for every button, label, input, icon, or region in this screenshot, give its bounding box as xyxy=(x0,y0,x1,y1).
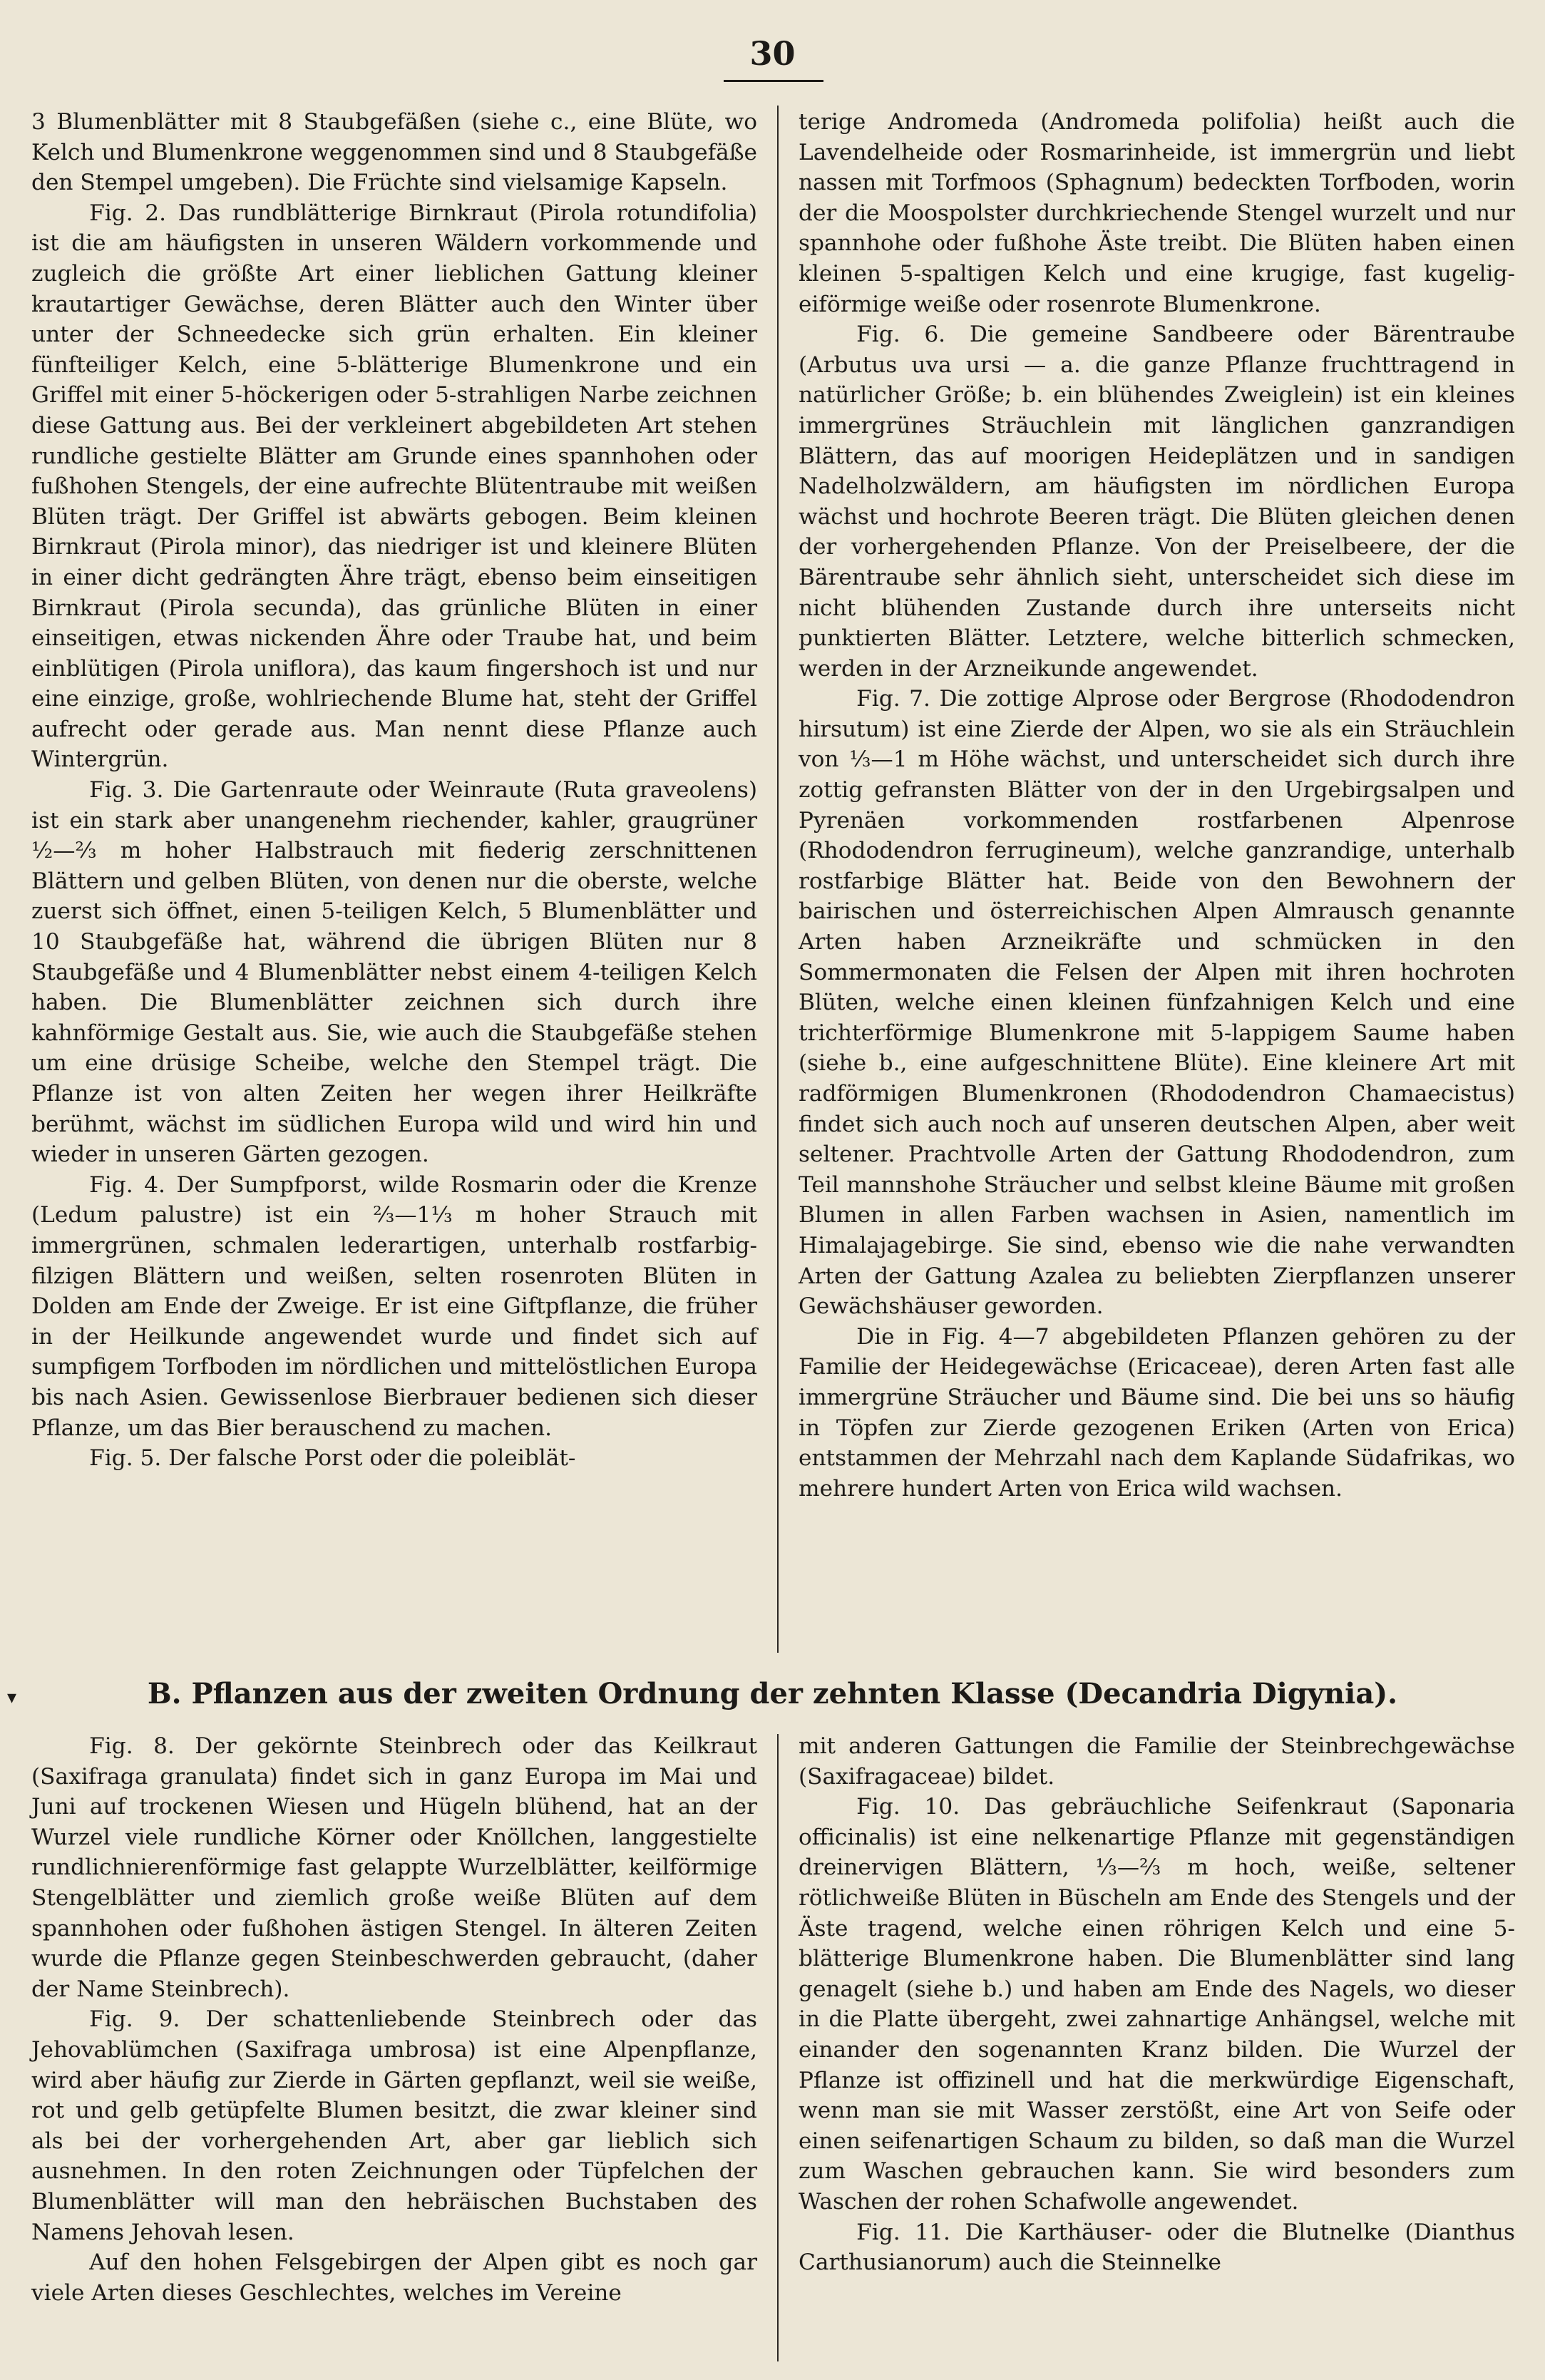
paragraph: terige Andromeda (Andromeda polifolia) heißt auch die Lavendelheide oder Rosmarinheide, ist immergrün und liebt nassen mit Torfmoos (Sphagnum) bedeckten Torfboden, worin der die Moospolster durchkriechende Stengel wurzelt und nur spannhohe oder fußhohe Äste treibt. Die Blüten haben einen kleinen 5-spaltigen Kelch und eine krugige, fast kugelig-eiförmige weiße oder rosenrote Blumenkrone. xyxy=(799,109,1515,317)
paragraph: Fig. 5. Der falsche Porst oder die poleiblät- xyxy=(89,1445,576,1472)
paragraph: Fig. 7. Die zottige Alprose oder Bergrose (Rhododendron hirsutum) ist eine Zierde der Alpen, wo sie als ein Sträuchlein von ⅓—1 m Höhe wächst, und unterscheidet sich durch ihre zottig gefransten Blätter von der in den Urgebirgsalpen und Pyrenäen vorkommenden rostfarbenen Alpenrose (Rhododendron ferrugineum), welche ganzrandige, unterhalb rostfarbige Blätter hat. Beide von den Bewohnern der bairischen und österreichischen Alpen Almrausch genannte Arten haben Arzneikräfte und schmücken in den Sommermonaten die Felsen der Alpen mit ihren hochroten Blüten, welche einen kleinen fünfzahnigen Kelch und eine trichterförmige Blumenkrone mit 5-lappigem Saume haben (siehe b., eine aufgeschnittene Blüte). Eine kleinere Art mit radförmigen Blumenkronen (Rhododendron Chamaecistus) findet sich auch noch auf unseren deutschen Alpen, aber weit seltener. Prachtvolle Arten der Gattung Rhododendron, zum Teil mannshohe Sträucher und selbst kleine Bäume mit großen Blumen in allen Farben wachsen in Asien, namentlich im Himalajagebirge. Sie sind, ebenso wie die nahe verwandten Arten der Gattung Azalea zu beliebten Zierpflanzen unserer Gewächshäuser geworden. xyxy=(799,686,1515,1320)
paragraph: Fig. 4. Der Sumpfporst, wilde Rosmarin oder die Krenze (Ledum palustre) ist ein ⅔—1⅓ m hoher Strauch mit immergrünen, schmalen lederartigen, unterhalb rostfarbig-filzigen Blättern und weißen, selten rosenroten Blüten in Dolden am Ende der Zweige. Er ist eine Giftpflanze, die früher in der Heilkunde angewendet wurde und findet sich auf sumpfigem Torfboden im nördlichen und mittelöstlichen Europa bis nach Asien. Gewissenlose Bierbrauer bedienen sich dieser Pflanze, um das Bier berauschend zu machen. xyxy=(31,1171,757,1441)
column-right-bottom xyxy=(799,1731,1515,2278)
column-left-bottom xyxy=(31,1731,757,2308)
paragraph: mit anderen Gattungen die Familie der Steinbrechgewächse (Saxifragaceae) bildet. xyxy=(799,1733,1515,1790)
page-number-rule xyxy=(724,80,823,82)
page-number: 30 xyxy=(749,34,796,73)
section-heading: B. Pflanzen aus der zweiten Ordnung der zehnten Klasse (Decandria Digynia). xyxy=(147,1677,1398,1710)
column-left-top xyxy=(31,107,757,1474)
column-divider xyxy=(777,1734,779,2361)
column-right-top xyxy=(799,107,1515,1504)
paragraph: Fig. 11. Die Karthäuser- oder die Blutnelke (Dianthus Carthusianorum) auch die Steinnelke xyxy=(799,2219,1515,2276)
paragraph: Fig. 2. Das rundblätterige Birnkraut (Pirola rotundifolia) ist die am häufigsten in unseren Wäldern vorkommende und zugleich die größte Art einer lieblichen Gattung kleiner krautartiger Gewächse, deren Blätter auch den Winter über unter der Schneedecke sich grün erhalten. Ein kleiner fünfteiliger Kelch, eine 5-blätterige Blumenkrone und ein Griffel mit einer 5-höckerigen oder 5-strahligen Narbe zeichnen diese Gattung aus. Bei der verkleinert abgebildeten Art stehen rundliche gestielte Blätter am Grunde eines spannhohen oder fußhohen Stengels, der eine aufrechte Blütentraube mit weißen Blüten trägt. Der Griffel ist abwärts gebogen. Beim kleinen Birnkraut (Pirola minor), das niedriger ist und kleinere Blüten in einer dicht gedrängten Ähre trägt, ebenso beim einseitigen Birnkraut (Pirola secunda), das grünliche Blüten in einer einseitigen, etwas nickenden Ähre oder Traube hat, und beim einblütigen (Pirola uniflora), das kaum fingershoch ist und nur eine einzige, große, wohlriechende Blume hat, steht der Griffel aufrecht oder gerade aus. Man nennt diese Pflanze auch Wintergrün. xyxy=(31,200,757,773)
paragraph: Fig. 10. Das gebräuchliche Seifenkraut (Saponaria officinalis) ist eine nelkenartige Pflanze mit gegenständigen dreinervigen Blättern, ⅓—⅔ m hoch, weiße, seltener rötlichweiße Blüten in Büscheln am Ende des Stengels und der Äste tragend, welche einen röhrigen Kelch und eine 5-blätterige Blumenkrone haben. Die Blumenblätter sind lang genagelt (siehe b.) und haben am Ende des Nagels, wo dieser in die Platte übergeht, zwei zahnartige Anhängsel, welche mit einander den sogenannten Kranz bilden. Die Wurzel der Pflanze ist offizinell und hat die merkwürdige Eigenschaft, wenn man sie mit Wasser zerstößt, eine Art von Seife oder einen seifenartigen Schaum zu bilden, so daß man die Wurzel zum Waschen gebrauchen kann. Sie wird besonders zum Waschen der rohen Schafwolle angewendet. xyxy=(799,1794,1515,2215)
paragraph: Fig. 9. Der schattenliebende Steinbrech oder das Jehovablümchen (Saxifraga umbrosa) ist eine Alpenpflanze, wird aber häufig zur Zierde in Gärten gepflanzt, weil sie weiße, rot und gelb getüpfelte Blumen besitzt, die zwar kleiner sind als bei der vorhergehenden Art, aber gar lieblich sich ausnehmen. In den roten Zeichnungen oder Tüpfelchen der Blumenblätter will man den hebräischen Buchstaben des Namens Jehovah lesen. xyxy=(31,2006,757,2245)
paragraph: Fig. 3. Die Gartenraute oder Weinraute (Ruta graveolens) ist ein stark aber unangenehm riechender, kahler, graugrüner ½—⅔ m hoher Halbstrauch mit fiederig zerschnittenen Blättern und gelben Blüten, von denen nur die oberste, welche zuerst sich öffnet, einen 5-teiligen Kelch, 5 Blumenblätter und 10 Staubgefäße hat, während die übrigen Blüten nur 8 Staubgefäße und 4 Blumenblätter nebst einem 4-teiligen Kelch haben. Die Blumenblätter zeichnen sich durch ihre kahnförmige Gestalt aus. Sie, wie auch die Staubgefäße stehen um eine drüsige Scheibe, welche den Stempel trägt. Die Pflanze ist von alten Zeiten her wegen ihrer Heilkräfte berühmt, wächst im südlichen Europa wild und wird hin und wieder in unseren Gärten gezogen. xyxy=(31,777,757,1168)
paragraph: Fig. 6. Die gemeine Sandbeere oder Bärentraube (Arbutus uva ursi — a. die ganze Pflanze fruchttragend in natürlicher Größe; b. ein blühendes Zweiglein) ist ein kleines immergrünes Sträuchlein mit länglichen ganzrandigen Blättern, das auf moorigen Heideplätzen und in sandigen Nadelholzwäldern, am häufigsten im nördlichen Europa wächst und hochrote Beeren trägt. Die Blüten gleichen denen der vorhergehenden Pflanze. Von der Preiselbeere, der die Bärentraube sehr ähnlich sieht, unterscheidet sich diese im nicht blühenden Zustande durch ihre unterseits nicht punktierten Blätter. Letztere, welche bitterlich schmecken, werden in der Arzneikunde angewendet. xyxy=(799,322,1515,682)
margin-mark-icon: ▾ xyxy=(7,1687,17,1708)
paragraph: Auf den hohen Felsgebirgen der Alpen gibt es noch gar viele Arten dieses Geschlechtes, welches im Vereine xyxy=(31,2250,757,2306)
paragraph: 3 Blumenblätter mit 8 Staubgefäßen (siehe c., eine Blüte, wo Kelch und Blumenkrone weggenommen sind und 8 Staubgefäße den Stempel umgeben). Die Früchte sind vielsamige Kapseln. xyxy=(31,109,757,196)
paragraph: Die in Fig. 4—7 abgebildeten Pflanzen gehören zu der Familie der Heidegewächse (Ericaceae), deren Arten fast alle immergrüne Sträucher und Bäume sind. Die bei uns so häufig in Töpfen zur Zierde gezogenen Eriken (Arten von Erica) entstammen der Mehrzahl nach dem Kaplande Südafrikas, wo mehrere hundert Arten von Erica wild wachsen. xyxy=(799,1323,1515,1502)
column-divider xyxy=(777,106,779,1653)
paragraph: Fig. 8. Der gekörnte Steinbrech oder das Keilkraut (Saxifraga granulata) findet sich in ganz Europa im Mai und Juni auf trockenen Wiesen und Hügeln blühend, hat an der Wurzel viele rundliche Körner oder Knöllchen, langgestielte rundlichnierenförmige fast gelappte Wurzelblätter, keilförmige Stengelblätter und ziemlich große weiße Blüten auf dem spannhohen oder fußhohen ästigen Stengel. In älteren Zeiten wurde die Pflanze gegen Steinbeschwerden gebraucht, (daher der Name Steinbrech). xyxy=(31,1733,757,2002)
